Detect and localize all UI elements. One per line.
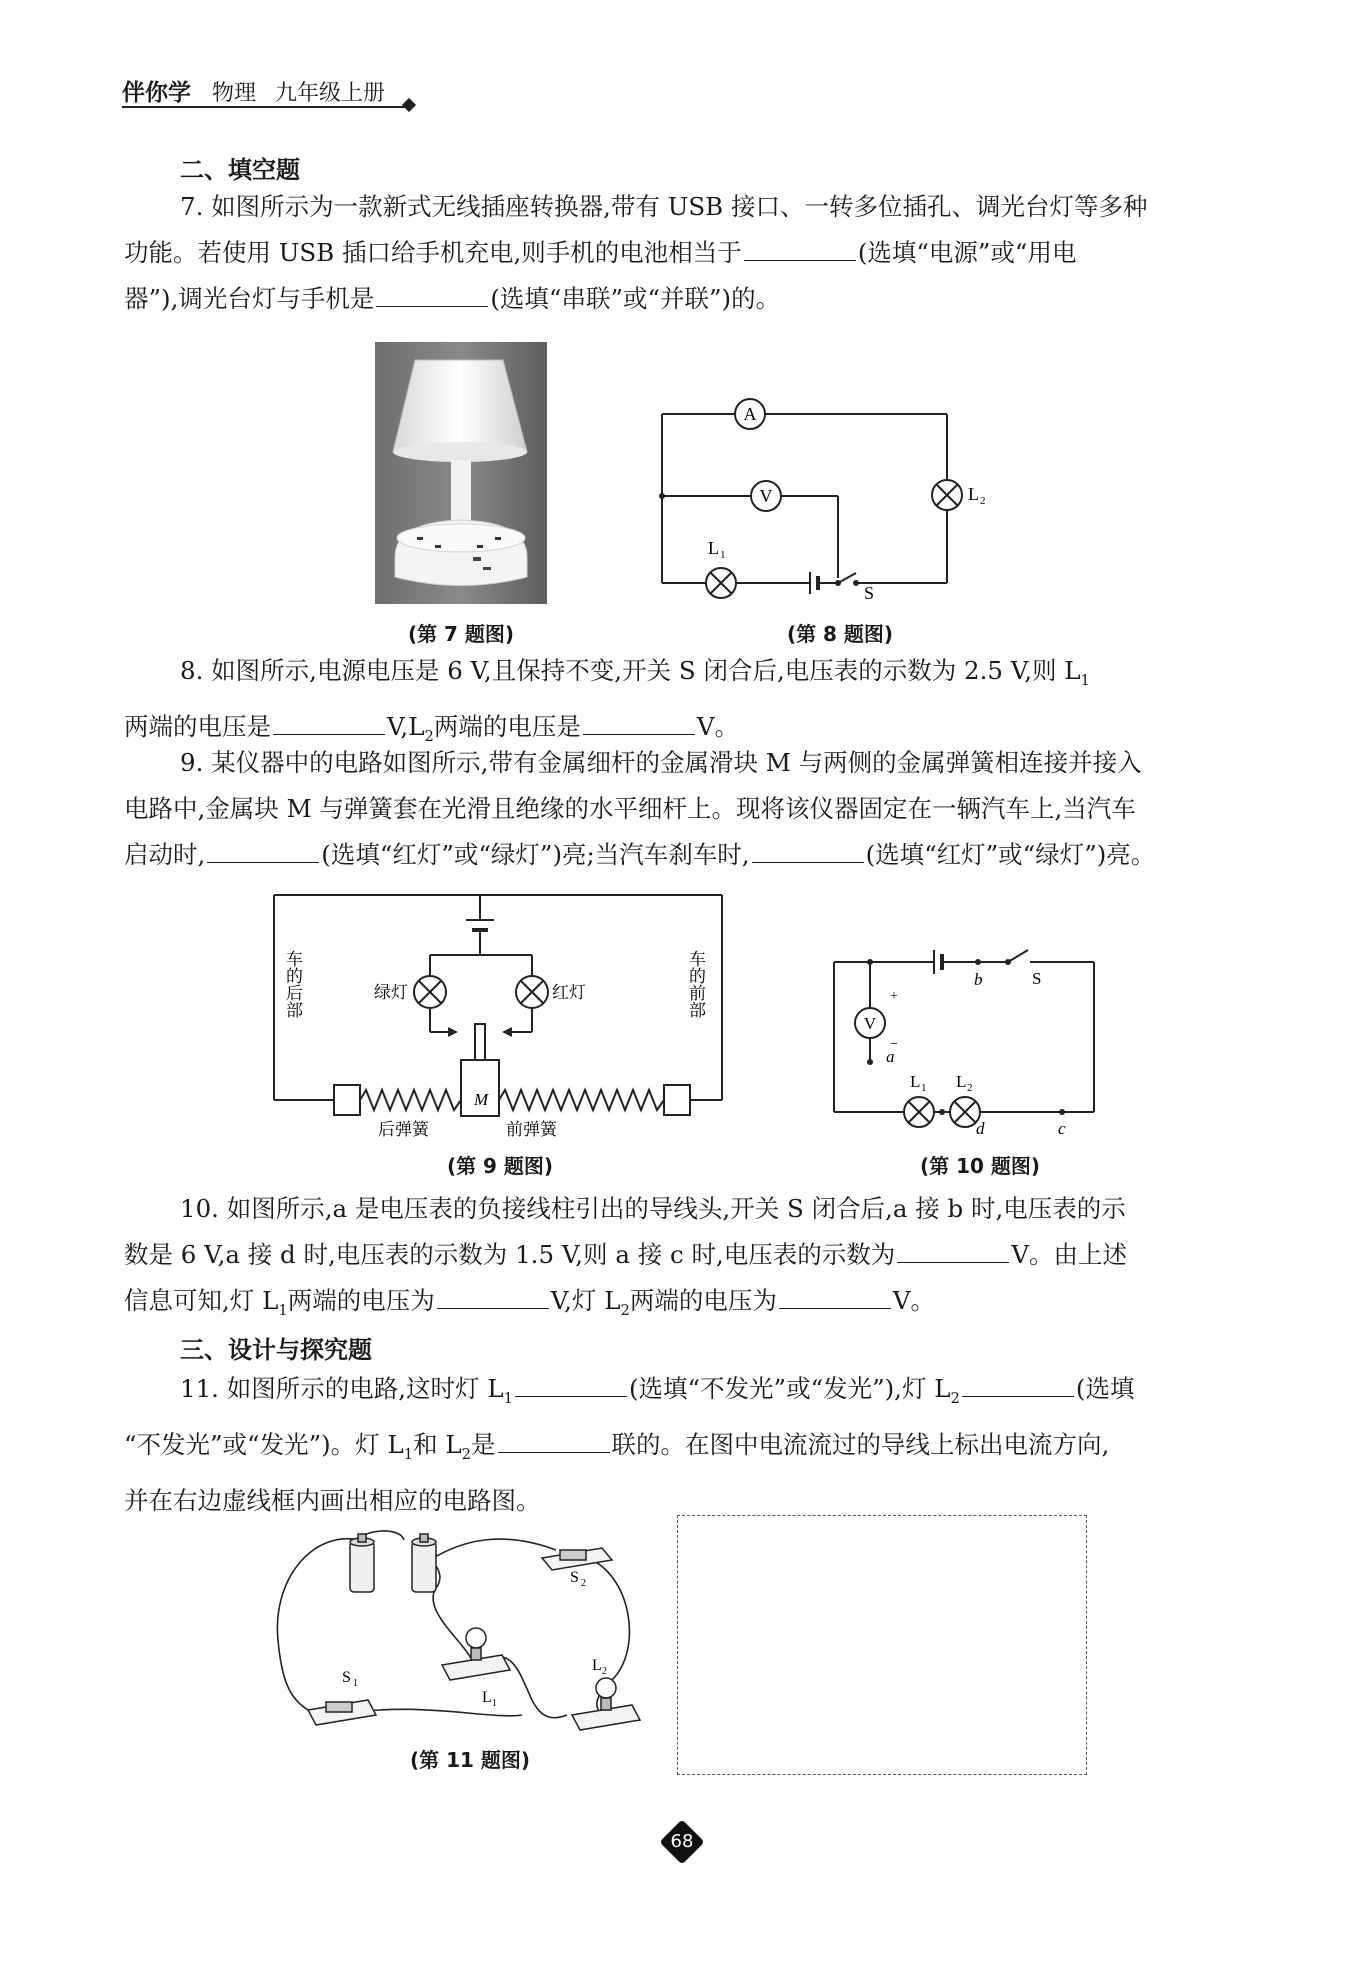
switch-label: S — [864, 583, 875, 603]
q8-sub-2: 2 — [424, 727, 434, 745]
green-lamp-label: 绿灯 — [374, 983, 408, 1003]
header-rule — [122, 106, 412, 108]
q11-line-2c: 是 — [471, 1429, 496, 1459]
q8-sub-1: 1 — [1080, 671, 1090, 689]
q8-line-2b: V,L — [387, 711, 425, 741]
figure-8-caption: (第 8 题图) — [786, 622, 894, 646]
q9-blank-2[interactable] — [752, 840, 864, 863]
q7-line-1: 7. 如图所示为一款新式无线插座转换器,带有 USB 接口、一转多位插孔、调光台灯等多种 — [180, 192, 1148, 221]
book-grade: 九年级上册 — [275, 81, 386, 106]
figure-7-lamp-photo — [375, 342, 547, 604]
q10-line-3d: 两端的电压为 — [629, 1286, 777, 1315]
q11-sub-3: 1 — [403, 1445, 414, 1463]
q7-blank-2[interactable] — [376, 284, 488, 307]
q11-blank-2[interactable] — [962, 1374, 1074, 1397]
q11-sub-1: 1 — [503, 1389, 513, 1407]
question-9 — [124, 740, 1244, 878]
q11-blank-3[interactable] — [498, 1430, 610, 1453]
block-m-label: M — [474, 1090, 489, 1109]
fig10-minus-label: − — [890, 1037, 898, 1052]
q10-line-1: 10. 如图所示,a 是电压表的负接线柱引出的导线头,开关 S 闭合后,a 接 b 时,电压表的示 — [180, 1194, 1126, 1223]
page-number: 68 — [670, 1831, 694, 1852]
figure-9-circuit — [270, 890, 726, 1150]
q11-line-2b: 和 L — [413, 1429, 462, 1459]
q9-blank-1[interactable] — [207, 840, 319, 863]
voltmeter-label: V — [759, 486, 773, 506]
figure-9-caption: (第 9 题图) — [446, 1154, 554, 1178]
q11-line-2d: 联的。在图中电流流过的导线上标出电流方向, — [611, 1429, 1110, 1459]
q11-line-1a: 11. 如图所示的电路,这时灯 L — [180, 1374, 504, 1403]
q10-blank-3[interactable] — [779, 1286, 891, 1309]
figure-11-physical-circuit — [272, 1520, 657, 1740]
ammeter-label: A — [743, 404, 757, 424]
lamp2-label: L — [968, 484, 979, 504]
book-subject: 物理 — [212, 81, 257, 106]
fig10-lamp1-sub: 1 — [921, 1082, 927, 1094]
front-spring-label: 前弹簧 — [506, 1120, 557, 1140]
fig10-d-label: d — [976, 1119, 985, 1138]
fig11-s1-label: S — [342, 1669, 351, 1686]
q10-sub-2: 2 — [620, 1301, 630, 1319]
q11-sub-4: 2 — [461, 1445, 471, 1463]
answer-drawing-box[interactable] — [677, 1515, 1087, 1775]
q10-blank-2[interactable] — [437, 1286, 549, 1309]
figure-10-circuit — [830, 940, 1110, 1140]
fig11-l2-label: L — [592, 1657, 602, 1674]
fig10-plus-label: + — [890, 989, 898, 1004]
figure-7-caption: (第 7 题图) — [407, 622, 515, 646]
q11-blank-1[interactable] — [515, 1374, 627, 1397]
lamp2-sub: 2 — [980, 495, 986, 507]
q10-sub-1: 1 — [278, 1301, 288, 1319]
q9-line-3b: (选填“红灯”或“绿灯”)亮;当汽车刹车时, — [321, 840, 750, 869]
front-label: 车的前部 — [685, 950, 705, 1018]
fig11-s1-sub: 1 — [353, 1678, 358, 1689]
q10-line-3c: V,灯 L — [550, 1286, 621, 1315]
q11-line-2a: “不发光”或“发光”)。灯 L — [124, 1429, 404, 1459]
page-number-badge — [660, 1820, 704, 1864]
fig10-a-label: a — [886, 1047, 895, 1066]
q10-line-3e: V。 — [892, 1286, 936, 1315]
q10-line-3b: 两端的电压为 — [287, 1286, 435, 1315]
q8-line-2c: 两端的电压是 — [433, 711, 581, 741]
fig10-lamp2-sub: 2 — [967, 1082, 973, 1094]
question-7 — [124, 184, 1244, 322]
q10-blank-1[interactable] — [897, 1240, 1009, 1263]
q7-line-2b: (选填“电源”或“用电 — [857, 238, 1077, 267]
q10-line-3a: 信息可知,灯 L — [124, 1286, 279, 1315]
q10-line-2b: V。由上述 — [1011, 1240, 1128, 1269]
fig11-l2-sub: 2 — [602, 1666, 607, 1677]
q10-line-2a: 数是 6 V,a 接 d 时,电压表的示数为 1.5 V,则 a 接 c 时,电压表的示数为 — [124, 1240, 896, 1269]
figure-10-caption: (第 10 题图) — [919, 1154, 1041, 1178]
lamp1-sub: 1 — [720, 549, 726, 561]
question-11 — [124, 1366, 1244, 1524]
fig11-l1-label: L — [482, 1689, 492, 1706]
section-title-fill-blank: 二、填空题 — [180, 156, 300, 184]
question-10 — [124, 1186, 1244, 1334]
fig10-switch-label: S — [1032, 969, 1042, 988]
book-brand: 伴你学 — [122, 80, 191, 106]
fig11-s2-sub: 2 — [581, 1578, 586, 1589]
q9-line-2: 电路中,金属块 M 与弹簧套在光滑且绝缘的水平细杆上。现将该仪器固定在一辆汽车上,当汽车 — [124, 794, 1136, 823]
q8-blank-2[interactable] — [583, 712, 695, 735]
red-lamp-label: 红灯 — [552, 983, 586, 1003]
q7-line-2a: 功能。若使用 USB 插口给手机充电,则手机的电池相当于 — [124, 238, 742, 267]
rear-spring-label: 后弹簧 — [378, 1120, 429, 1140]
q9-line-3c: (选填“红灯”或“绿灯”)亮。 — [865, 840, 1156, 869]
q8-line-2d: V。 — [696, 711, 740, 741]
lamp1-label: L — [708, 538, 719, 558]
fig11-l1-sub: 1 — [492, 1698, 497, 1709]
fig10-c-label: c — [1058, 1119, 1066, 1138]
q11-line-1c: (选填 — [1075, 1374, 1135, 1403]
q7-line-3a: 器”),调光台灯与手机是 — [124, 284, 375, 313]
rear-label: 车的后部 — [282, 950, 302, 1018]
fig10-b-label: b — [974, 970, 983, 989]
fig10-lamp2-label: L — [956, 1072, 967, 1091]
figure-8-circuit — [650, 388, 1010, 608]
q7-line-3b: (选填“串联”或“并联”)的。 — [490, 284, 781, 313]
fig11-s2-label: S — [570, 1569, 579, 1586]
q11-sub-2: 2 — [950, 1389, 960, 1407]
q8-line-1: 8. 如图所示,电源电压是 6 V,且保持不变,开关 S 闭合后,电压表的示数为 2.5 V,则 L — [180, 656, 1081, 685]
q11-line-3: 并在右边虚线框内画出相应的电路图。 — [124, 1485, 541, 1515]
section-title-design-explore: 三、设计与探究题 — [180, 1336, 372, 1364]
q8-blank-1[interactable] — [273, 712, 385, 735]
fig10-lamp1-label: L — [910, 1072, 921, 1091]
header-diamond-icon — [402, 98, 416, 112]
figure-11-caption: (第 11 题图) — [409, 1748, 531, 1772]
q9-line-3a: 启动时, — [124, 840, 206, 869]
q9-line-1: 9. 某仪器中的电路如图所示,带有金属细杆的金属滑块 M 与两侧的金属弹簧相连接并接入 — [180, 748, 1142, 777]
fig10-voltmeter-label: V — [863, 1014, 877, 1033]
page-header — [122, 74, 397, 107]
q7-blank-1[interactable] — [744, 238, 856, 261]
q11-line-1b: (选填“不发光”或“发光”),灯 L — [628, 1374, 951, 1403]
q8-line-2a: 两端的电压是 — [124, 711, 271, 741]
